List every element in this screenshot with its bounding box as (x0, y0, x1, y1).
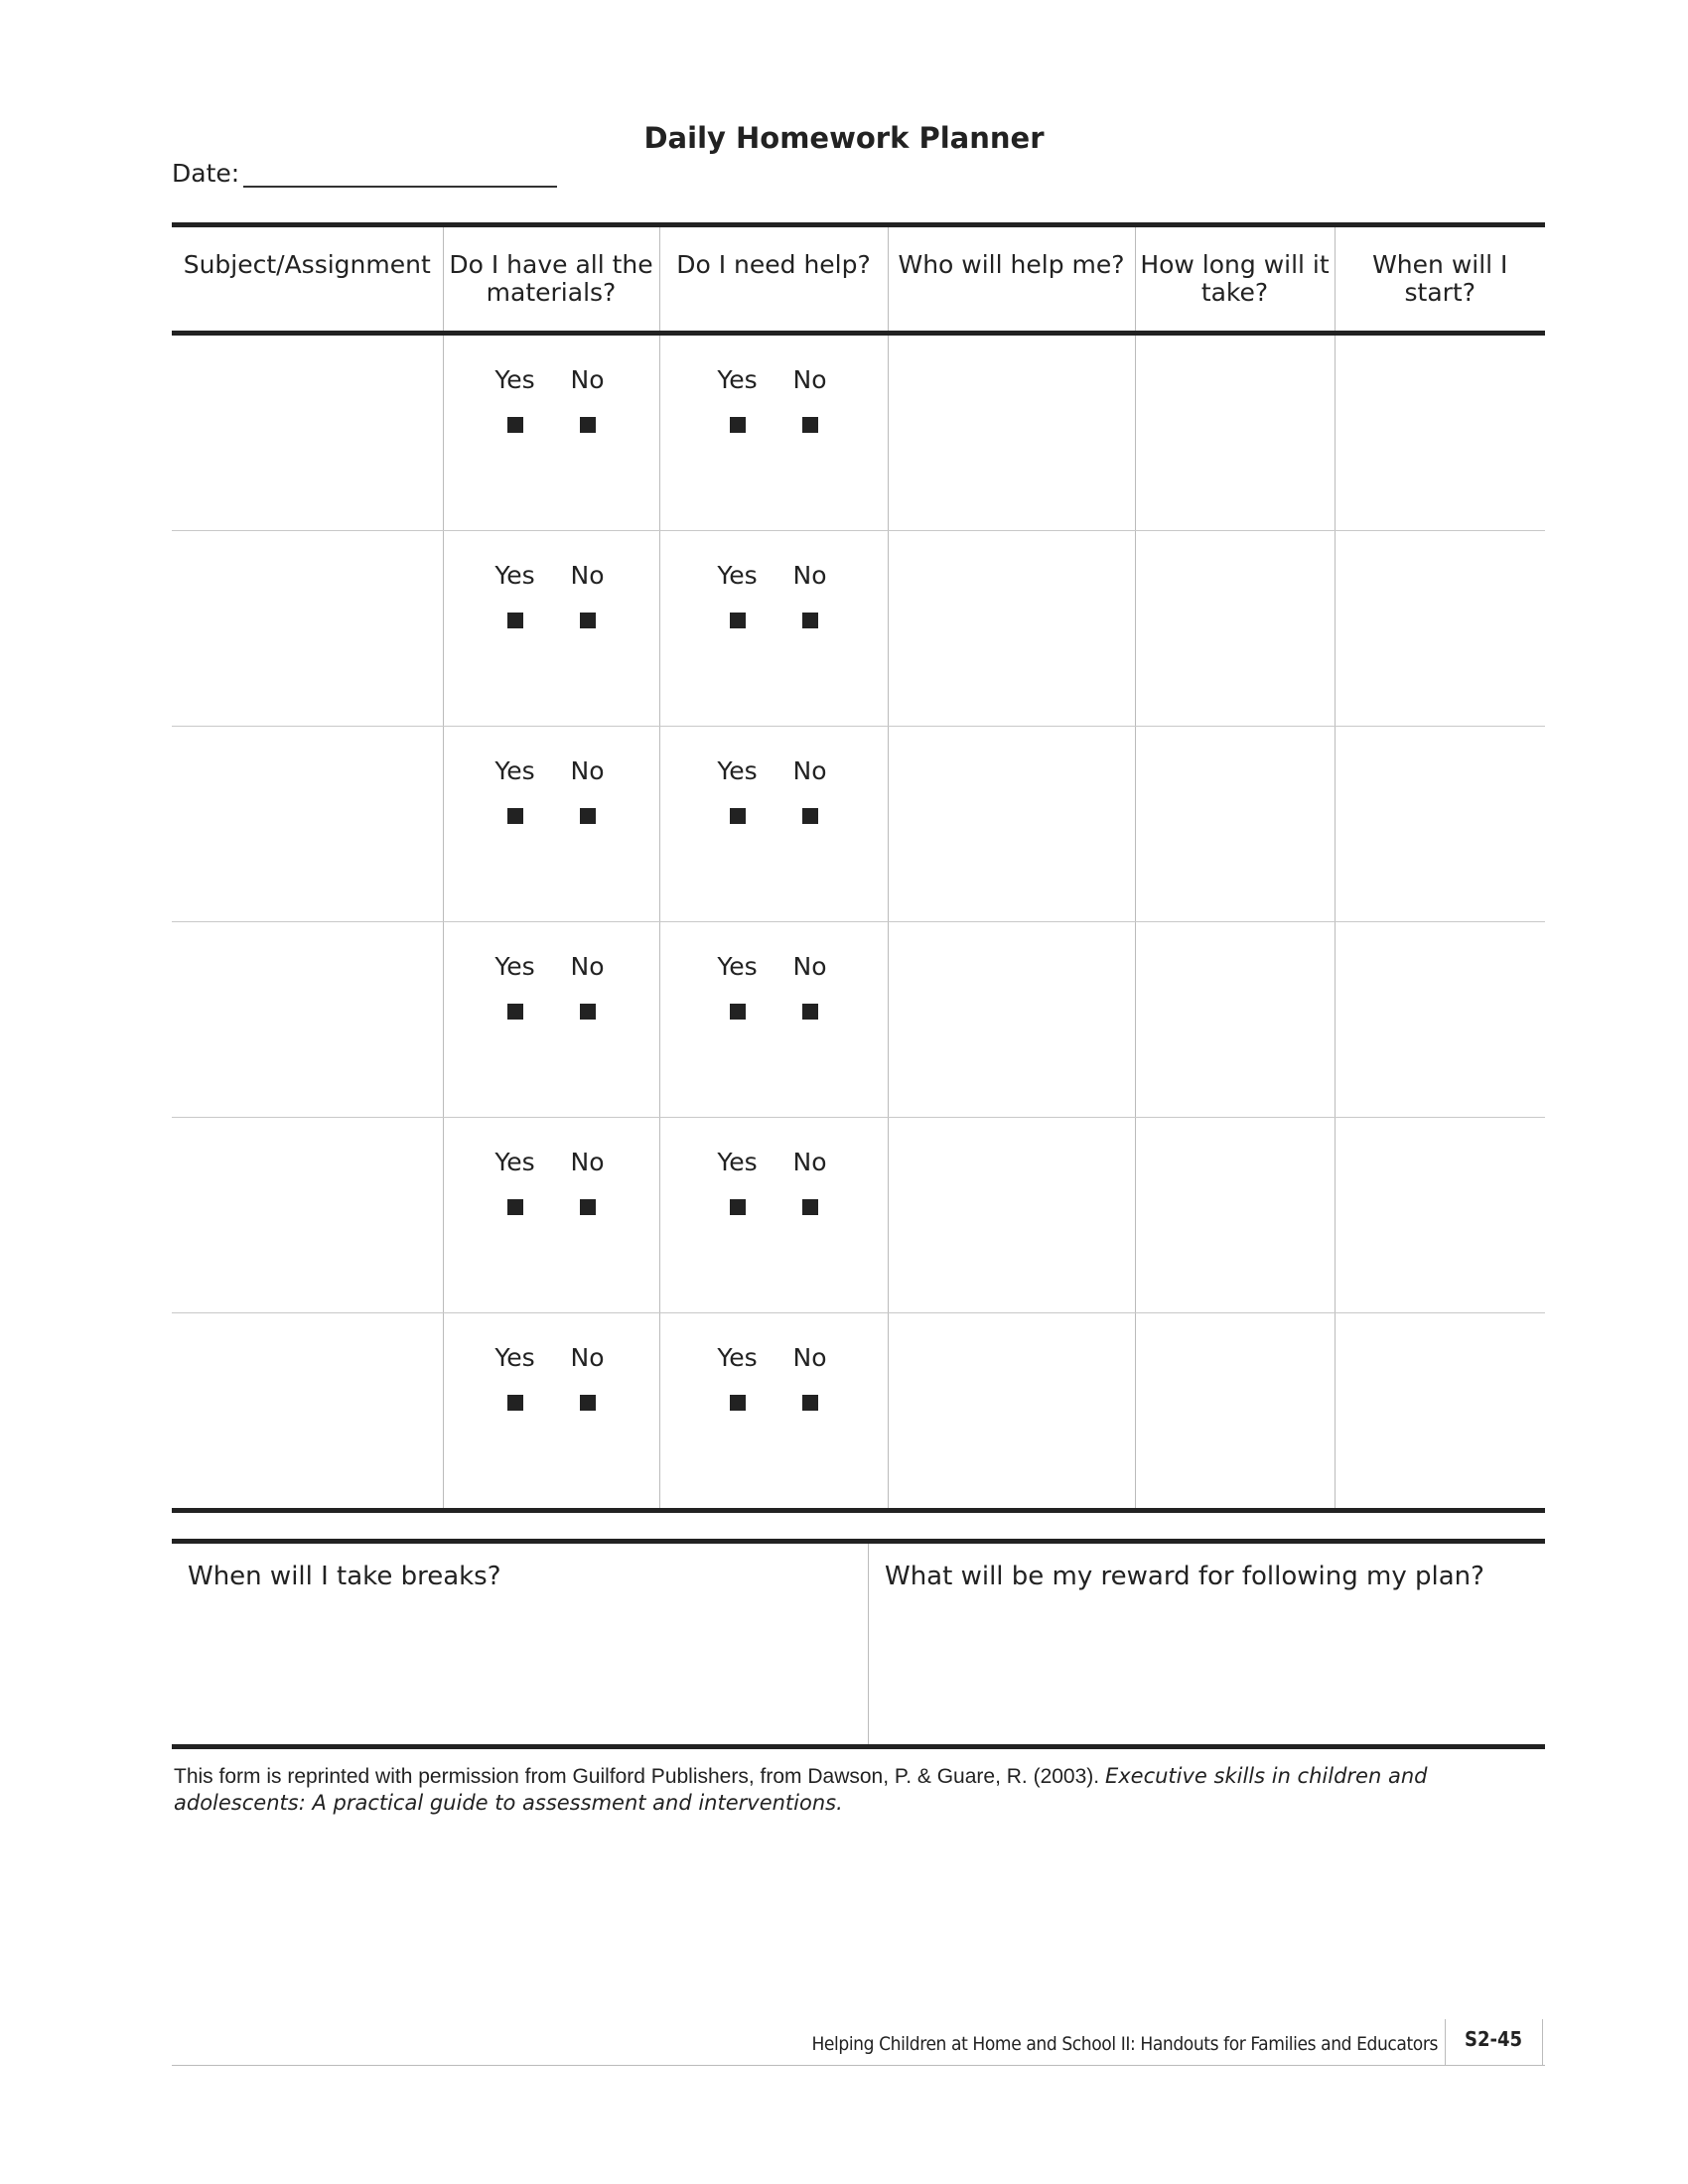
need-help-no-option[interactable] (774, 365, 846, 433)
how-long-cell[interactable] (1135, 1118, 1335, 1313)
planner-table (172, 222, 1545, 1513)
need-help-no-option[interactable] (774, 952, 846, 1020)
need-help-yes-option[interactable] (701, 561, 774, 628)
yes-checkbox[interactable] (730, 1004, 746, 1020)
materials-cell (443, 727, 659, 922)
materials-no-option[interactable] (551, 1343, 624, 1411)
need-help-no-option[interactable] (774, 1343, 846, 1411)
credit-note (174, 1763, 1465, 1817)
yes-label: Yes (717, 561, 758, 590)
table-row (172, 922, 1545, 1118)
table-row (172, 1118, 1545, 1313)
need-help-cell (659, 531, 888, 727)
breaks-label: When will I take breaks? (188, 1562, 501, 1591)
no-checkbox[interactable] (580, 1199, 596, 1215)
table-row (172, 531, 1545, 727)
yes-label: Yes (717, 365, 758, 394)
reward-label: What will be my reward for following my plan? (885, 1562, 1484, 1591)
need-help-no-option[interactable] (774, 756, 846, 824)
start-cell[interactable] (1335, 1118, 1545, 1313)
materials-cell (443, 334, 659, 531)
credit-title: Executive skills in children and adolescents: A practical guide to assessment and interventions. (174, 1764, 1428, 1815)
who-helps-cell[interactable] (888, 1118, 1135, 1313)
yes-checkbox[interactable] (730, 1395, 746, 1411)
yes-label: Yes (494, 1343, 535, 1372)
need-help-cell (659, 334, 888, 531)
need-help-yes-option[interactable] (701, 1148, 774, 1215)
yes-label: Yes (494, 952, 535, 981)
who-helps-cell[interactable] (888, 727, 1135, 922)
how-long-cell[interactable] (1135, 531, 1335, 727)
header-materials: Do I have all the materials? (443, 225, 659, 334)
subject-cell[interactable] (172, 1313, 443, 1511)
yes-label: Yes (494, 1148, 535, 1176)
how-long-cell[interactable] (1135, 1313, 1335, 1511)
start-cell[interactable] (1335, 727, 1545, 922)
materials-yes-option[interactable] (479, 756, 551, 824)
no-checkbox[interactable] (802, 808, 818, 824)
no-checkbox[interactable] (802, 417, 818, 433)
no-label: No (570, 365, 605, 394)
start-cell[interactable] (1335, 334, 1545, 531)
yes-checkbox[interactable] (730, 417, 746, 433)
no-label: No (792, 365, 827, 394)
materials-no-option[interactable] (551, 561, 624, 628)
need-help-yes-option[interactable] (701, 756, 774, 824)
no-checkbox[interactable] (580, 1004, 596, 1020)
no-label: No (792, 1343, 827, 1372)
yes-checkbox[interactable] (507, 808, 523, 824)
no-label: No (570, 1343, 605, 1372)
breaks-cell[interactable] (172, 1544, 869, 1744)
yes-checkbox[interactable] (507, 1199, 523, 1215)
yes-label: Yes (717, 1343, 758, 1372)
page-number: S2-45 (1445, 2019, 1543, 2065)
how-long-cell[interactable] (1135, 727, 1335, 922)
how-long-cell[interactable] (1135, 922, 1335, 1118)
materials-yes-option[interactable] (479, 365, 551, 433)
materials-cell (443, 531, 659, 727)
credit-text: This form is reprinted with permission from Guilford Publishers, from Dawson, P. & Guare, R. (2003). (174, 1765, 1105, 1788)
header-how-long: How long will it take? (1135, 225, 1335, 334)
subject-cell[interactable] (172, 922, 443, 1118)
yes-checkbox[interactable] (507, 417, 523, 433)
no-label: No (792, 561, 827, 590)
who-helps-cell[interactable] (888, 1313, 1135, 1511)
date-field[interactable] (172, 159, 557, 188)
yes-label: Yes (494, 756, 535, 785)
materials-no-option[interactable] (551, 756, 624, 824)
yes-checkbox[interactable] (507, 1395, 523, 1411)
materials-yes-option[interactable] (479, 1343, 551, 1411)
no-label: No (792, 952, 827, 981)
header-row (172, 225, 1545, 334)
yes-checkbox[interactable] (730, 1199, 746, 1215)
no-label: No (792, 1148, 827, 1176)
need-help-no-option[interactable] (774, 561, 846, 628)
materials-cell (443, 1313, 659, 1511)
need-help-cell (659, 922, 888, 1118)
need-help-yes-option[interactable] (701, 952, 774, 1020)
yes-label: Yes (717, 952, 758, 981)
need-help-yes-option[interactable] (701, 365, 774, 433)
need-help-cell (659, 1313, 888, 1511)
start-cell[interactable] (1335, 922, 1545, 1118)
subject-cell[interactable] (172, 727, 443, 922)
table-row (172, 727, 1545, 922)
yes-label: Yes (494, 365, 535, 394)
need-help-no-option[interactable] (774, 1148, 846, 1215)
materials-no-option[interactable] (551, 365, 624, 433)
footer-book-title: Helping Children at Home and School II: Handouts for Families and Educators (811, 2033, 1438, 2055)
header-start: When will I start? (1335, 225, 1545, 334)
reward-cell[interactable] (869, 1544, 1545, 1744)
subject-cell[interactable] (172, 531, 443, 727)
yes-label: Yes (717, 756, 758, 785)
no-label: No (570, 1148, 605, 1176)
no-checkbox[interactable] (802, 1004, 818, 1020)
yes-label: Yes (494, 561, 535, 590)
who-helps-cell[interactable] (888, 922, 1135, 1118)
no-checkbox[interactable] (802, 1199, 818, 1215)
need-help-cell (659, 727, 888, 922)
date-label: Date: (172, 159, 240, 188)
table-row (172, 334, 1545, 531)
start-cell[interactable] (1335, 1313, 1545, 1511)
no-checkbox[interactable] (802, 613, 818, 628)
yes-checkbox[interactable] (507, 613, 523, 628)
materials-yes-option[interactable] (479, 561, 551, 628)
subject-cell[interactable] (172, 1118, 443, 1313)
yes-checkbox[interactable] (507, 1004, 523, 1020)
who-helps-cell[interactable] (888, 334, 1135, 531)
materials-yes-option[interactable] (479, 1148, 551, 1215)
table-row (172, 1313, 1545, 1511)
yes-checkbox[interactable] (730, 808, 746, 824)
need-help-cell (659, 1118, 888, 1313)
materials-no-option[interactable] (551, 1148, 624, 1215)
no-checkbox[interactable] (580, 808, 596, 824)
no-label: No (792, 756, 827, 785)
no-checkbox[interactable] (580, 417, 596, 433)
need-help-yes-option[interactable] (701, 1343, 774, 1411)
no-checkbox[interactable] (580, 613, 596, 628)
bottom-section (172, 1539, 1545, 1749)
header-subject: Subject/Assignment (172, 225, 443, 334)
who-helps-cell[interactable] (888, 531, 1135, 727)
header-who-helps: Who will help me? (888, 225, 1135, 334)
page-title: Daily Homework Planner (643, 121, 1045, 155)
no-label: No (570, 952, 605, 981)
page-footer (172, 2019, 1545, 2066)
header-need-help: Do I need help? (659, 225, 888, 334)
no-checkbox[interactable] (802, 1395, 818, 1411)
subject-cell[interactable] (172, 334, 443, 531)
materials-no-option[interactable] (551, 952, 624, 1020)
materials-cell (443, 922, 659, 1118)
yes-label: Yes (717, 1148, 758, 1176)
materials-cell (443, 1118, 659, 1313)
materials-yes-option[interactable] (479, 952, 551, 1020)
start-cell[interactable] (1335, 531, 1545, 727)
date-line[interactable] (243, 160, 557, 188)
how-long-cell[interactable] (1135, 334, 1335, 531)
yes-checkbox[interactable] (730, 613, 746, 628)
no-label: No (570, 756, 605, 785)
no-label: No (570, 561, 605, 590)
no-checkbox[interactable] (580, 1395, 596, 1411)
